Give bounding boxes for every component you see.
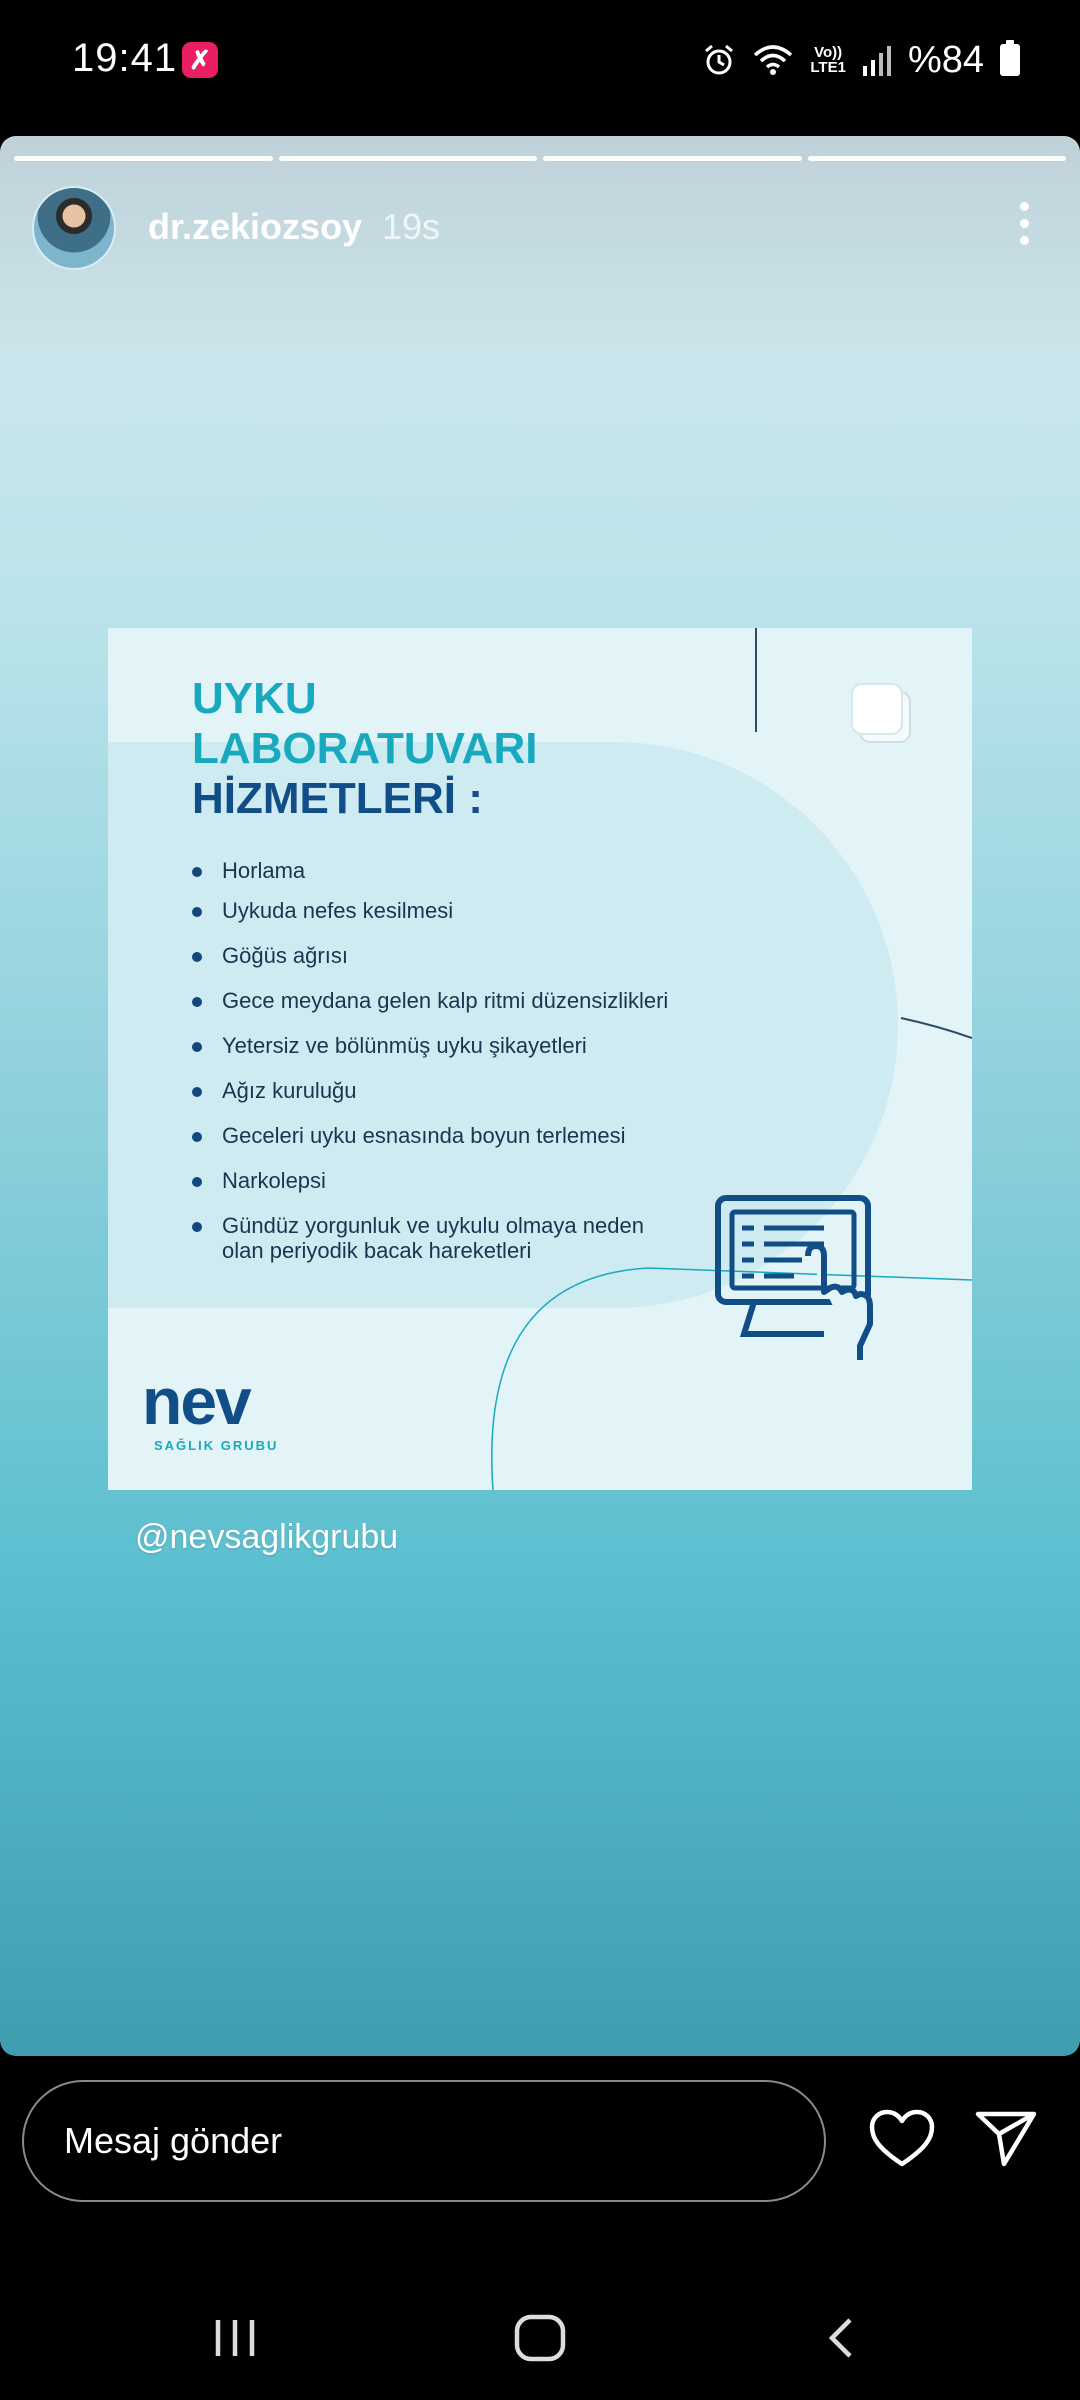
services-list xyxy=(192,858,752,1283)
status-clock: 19:41 xyxy=(72,36,178,80)
more-dots-icon xyxy=(1020,202,1029,211)
wifi-icon xyxy=(752,43,794,77)
network-type-label: Vo)) LTE1 xyxy=(810,44,846,76)
post-title: UYKU LABORATUVARI HİZMETLERİ : xyxy=(192,674,538,823)
avatar[interactable] xyxy=(32,186,116,270)
list-item: Yetersiz ve bölünmüş uyku şikayetleri xyxy=(192,1033,752,1058)
story-progress-bar xyxy=(14,156,1066,161)
list-item: Ağız kuruluğu xyxy=(192,1078,752,1103)
message-input[interactable]: Mesaj gönder xyxy=(22,2080,826,2202)
send-icon xyxy=(978,2114,1034,2164)
send-button[interactable] xyxy=(974,2108,1038,2168)
shared-post-image[interactable] xyxy=(108,628,972,1490)
story-username[interactable]: dr.zekiozsoy xyxy=(148,206,363,247)
list-item: Narkolepsi xyxy=(192,1168,752,1193)
list-item: Horlama xyxy=(192,858,752,883)
heart-icon xyxy=(872,2112,932,2164)
more-options-button[interactable] xyxy=(1004,196,1044,260)
monitor-touch-icon xyxy=(714,1194,894,1364)
story-header xyxy=(32,186,1048,270)
list-item: Gündüz yorgunluk ve uykulu olmaya neden olan periyodik bacak hareketleri xyxy=(192,1213,682,1263)
progress-segment xyxy=(808,156,1067,161)
list-item: Uykuda nefes kesilmesi xyxy=(192,898,752,923)
notification-app-icon: ✗ xyxy=(182,42,218,78)
status-icons xyxy=(702,36,1020,84)
progress-segment xyxy=(14,156,273,161)
brand-logo: nev xyxy=(142,1364,250,1438)
system-nav-bar xyxy=(0,2300,1080,2400)
progress-segment xyxy=(279,156,538,161)
back-button[interactable] xyxy=(820,2314,860,2362)
signal-icon xyxy=(862,44,892,76)
recent-apps-button[interactable] xyxy=(210,2314,260,2362)
brand-logo-subtitle: SAĞLIK GRUBU xyxy=(154,1438,279,1453)
status-bar xyxy=(0,0,1080,120)
copy-icon xyxy=(850,682,914,746)
list-item: Geceleri uyku esnasında boyun terlemesi xyxy=(192,1123,752,1148)
list-item: Göğüs ağrısı xyxy=(192,943,752,968)
mention-sticker[interactable]: @nevsaglikgrubu xyxy=(135,1518,399,1556)
alarm-icon xyxy=(702,43,736,77)
battery-percent: %84 xyxy=(907,38,984,81)
like-button[interactable] xyxy=(868,2108,936,2170)
home-button[interactable] xyxy=(512,2312,568,2364)
story-viewer[interactable] xyxy=(0,136,1080,2056)
battery-icon xyxy=(1000,44,1020,76)
list-item: Gece meydana gelen kalp ritmi düzensizlikleri xyxy=(192,988,752,1013)
progress-segment xyxy=(543,156,802,161)
story-timestamp: 19s xyxy=(382,206,441,247)
